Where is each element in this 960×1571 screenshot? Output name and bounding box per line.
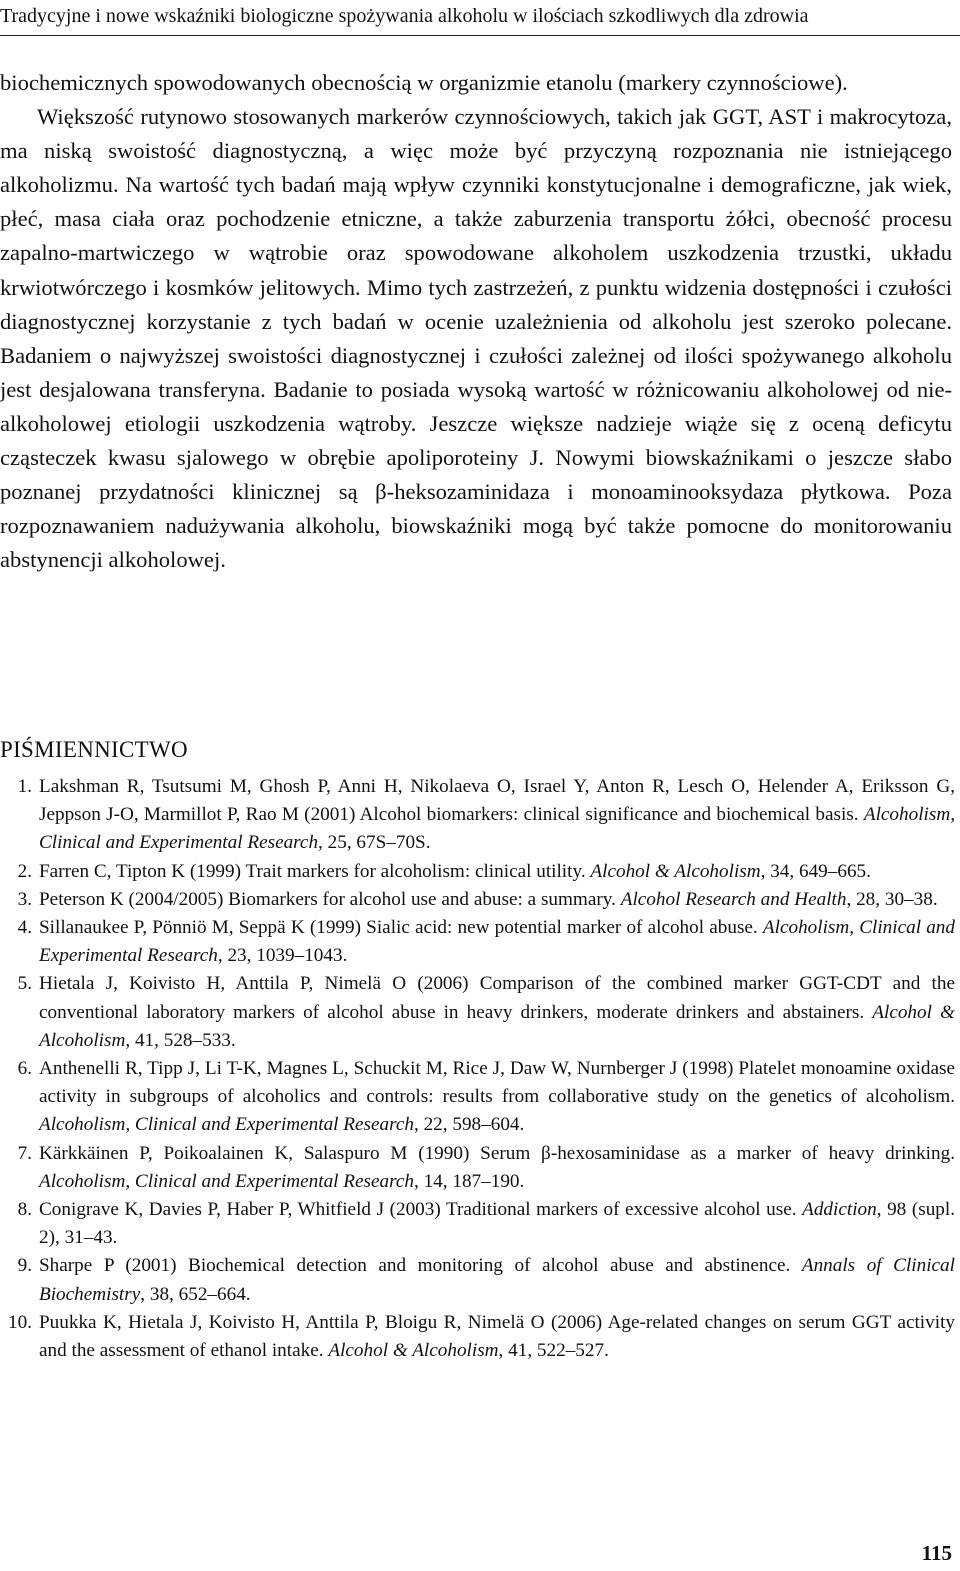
reference-journal: Alcoholism, Clinical and Experimental Research <box>39 804 955 854</box>
reference-number: 4. <box>17 917 32 939</box>
reference-item <box>0 970 955 1055</box>
reference-number: 5. <box>17 973 32 995</box>
reference-journal: Alcohol & Alcoholism <box>328 1340 499 1362</box>
reference-volume-pages: , 41, 522–527. <box>498 1340 609 1362</box>
reference-citation: Farren C, Tipton K (1999) Trait markers for alcoholism: clinical utility. <box>39 860 591 882</box>
reference-item <box>0 914 955 970</box>
reference-volume-pages: , 98 (supl. 2), 31–43. <box>39 1199 956 1249</box>
reference-item <box>0 1252 955 1308</box>
reference-list <box>0 773 955 1365</box>
reference-number: 3. <box>17 888 32 910</box>
paragraph: biochemicznych spowodowanych obecnością w organizmie etanolu (markery czynnościowe). <box>0 70 848 95</box>
reference-volume-pages: , 28, 30–38. <box>846 888 938 910</box>
reference-journal: Alcohol & Alcoholism <box>39 1001 955 1051</box>
reference-citation: Lakshman R, Tsutsumi M, Ghosh P, Anni H, Nikolaeva O, Israel Y, Anton R, Lesch O, Helender A, Eriksson G, Jeppson J-O, Marmillot P, Rao M (2001) Alcohol biomarkers: clinical significance and biochemical basis. <box>39 776 955 826</box>
reference-journal: Alcohol Research and Health <box>620 888 847 910</box>
reference-citation: Sharpe P (2001) Biochemical detection and monitoring of alcohol abuse and abstinence. <box>39 1255 802 1277</box>
running-header: Tradycyjne i nowe wskaźniki biologiczne spożywania alkoholu w ilościach szkodliwych dla zdrowia <box>0 5 809 27</box>
reference-journal: Alcoholism, Clinical and Experimental Research <box>39 1114 414 1136</box>
reference-volume-pages: , 22, 598–604. <box>413 1114 525 1136</box>
reference-item <box>0 886 955 914</box>
reference-volume-pages: , 23, 1039–1043. <box>217 945 348 967</box>
references-heading: PIŚMIENNICTWO <box>0 737 188 762</box>
header-rule <box>0 35 960 36</box>
reference-volume-pages: , 34, 649–665. <box>760 860 871 882</box>
body-text <box>0 66 952 577</box>
reference-volume-pages: , 41, 528–533. <box>125 1029 236 1051</box>
reference-item <box>0 1196 955 1252</box>
reference-journal: Annals of Clinical Biochemistry <box>39 1255 955 1305</box>
reference-item <box>0 1309 955 1365</box>
reference-item <box>0 1055 955 1140</box>
reference-volume-pages: , 38, 652–664. <box>140 1283 251 1305</box>
reference-citation: Conigrave K, Davies P, Haber P, Whitfield J (2003) Traditional markers of excessive alcohol use. <box>39 1199 803 1221</box>
reference-number: 1. <box>17 776 32 797</box>
paragraph: Większość rutynowo stosowanych markerów czynnościowych, takich jak GGT, AST i makrocytoza, ma niską swoistość diagnostyczną, a więc może być przyczyną rozpoznania nie istniejącego alkoholizmu. Na wartość tych badań mają wpływ czynniki konstytucjonalne i demograficzne, jak wiek, płeć, masa ciała oraz pochodzenie etniczne, a także zaburzenia transportu żółci, obecność procesu zapalno-martwiczego w wątrobie oraz spowodowane alkoholem uszkodzenia trzustki, układu krwiotwórczego i kosmków jelitowych. Mimo tych zastrzeżeń, z punktu widzenia dostępności i czułości diagnostycznej korzystanie z tych badań w ocenie uzależnienia od alkoholu jest szeroko polecane. Badaniem o najwyższej swoistości diagnostycznej i czułości zależnej od ilości spożywanego alkoholu jest desjalowana transferyna. Badanie to posiada wysoką wartość w różnicowaniu alkoholowej od nie-alkoholowej etiologii uszkodzenia wątroby. Jeszcze większe nadzieje wiąże się z oceną deficytu cząsteczek kwasu sjalowego w obrębie apoliporoteiny J. Nowymi biowskaźnikami o jeszcze słabo poznanej przydatności klinicznej są β-heksozaminidaza i monoaminooksydaza płytkowa. Poza rozpoznawaniem nadużywania alkoholu, biowskaźniki mogą być także pomocne do monitorowaniu abstynencji alkoholowej. <box>0 104 952 573</box>
reference-citation: Peterson K (2004/2005) Biomarkers for alcohol use and abuse: a summary. <box>39 888 621 910</box>
reference-journal: Addiction <box>802 1199 877 1221</box>
reference-item <box>0 1140 955 1196</box>
reference-number: 9. <box>17 1255 32 1277</box>
reference-item <box>0 773 955 858</box>
reference-citation: Kärkkäinen P, Poikoalainen K, Salaspuro M (1990) Serum β-hexosaminidase as a marker of heavy drinking. <box>39 1142 955 1164</box>
reference-volume-pages: , 14, 187–190. <box>413 1170 525 1192</box>
reference-citation: Puukka K, Hietala J, Koivisto H, Anttila P, Bloigu R, Nimelä O (2006) Age-related changes on serum GGT activity and the assessment of ethanol intake. <box>39 1311 955 1362</box>
reference-number: 6. <box>17 1058 32 1080</box>
reference-citation: Anthenelli R, Tipp J, Li T-K, Magnes L, Schuckit M, Rice J, Daw W, Nurnberger J (1998) Platelet monoamine oxidase activity in subgroups of alcoholics and controls: results from collaborative study on the genetics of alcoholism. <box>39 1058 955 1108</box>
reference-number: 7. <box>17 1142 32 1164</box>
reference-item <box>0 858 955 886</box>
reference-journal: Alcoholism, Clinical and Experimental Research <box>39 917 955 967</box>
reference-volume-pages: , 25, 67S–70S. <box>318 832 431 854</box>
reference-citation: Sillanaukee P, Pönniö M, Seppä K (1999) Sialic acid: new potential marker of alcohol abuse. <box>39 917 763 939</box>
reference-journal: Alcoholism, Clinical and Experimental Research <box>39 1170 414 1192</box>
reference-number: 10. <box>8 1311 32 1333</box>
reference-journal: Alcohol & Alcoholism <box>590 860 761 882</box>
reference-number: 8. <box>17 1199 32 1221</box>
reference-citation: Hietala J, Koivisto H, Anttila P, Nimelä O (2006) Comparison of the combined marker GGT-CDT and the conventional laboratory markers of alcohol abuse in heavy drinkers, moderate drinkers and abstainers. <box>39 973 955 1023</box>
page-number: 115 <box>921 1541 952 1565</box>
reference-number: 2. <box>17 860 32 882</box>
